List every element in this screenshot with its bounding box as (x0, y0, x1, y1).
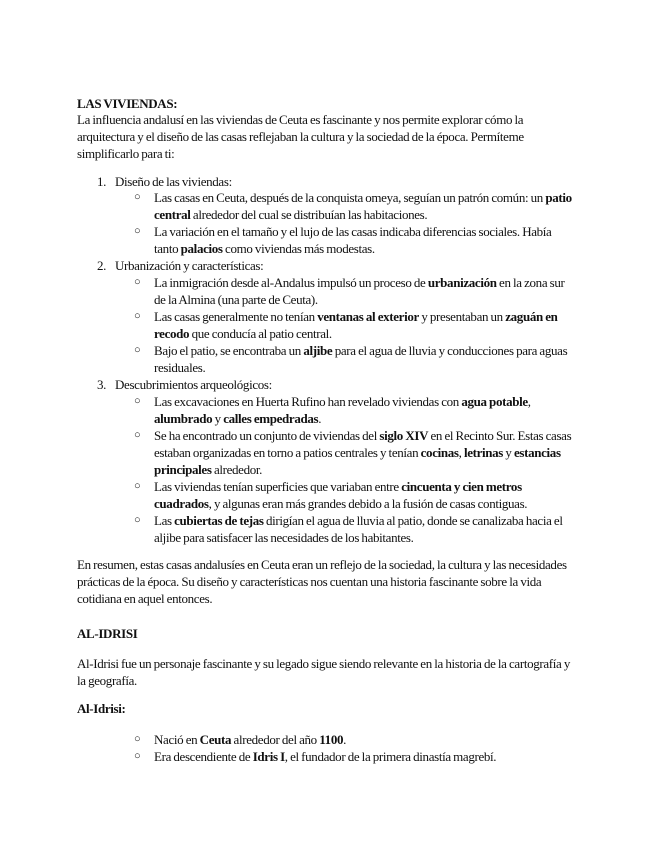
bold-text: cocinas (420, 445, 459, 460)
bold-text: alumbrado (154, 411, 213, 426)
bold-text: estancias principales (154, 445, 561, 477)
section-3-title: 3. Descubrimientos arqueológicos: (97, 377, 272, 392)
text-run: en la zona sur de la Almina (una parte de Ceuta). (154, 275, 565, 307)
section-1-title: 1. Diseño de las viviendas: (97, 174, 232, 189)
text-run: , (458, 445, 464, 460)
text-run: , el fundador de la primera dinastía magrebí. (284, 749, 497, 764)
text-run: . (318, 411, 322, 426)
bullet-icon: ○ (134, 429, 141, 441)
text-run: en el Recinto Sur. Estas casas estaban organizadas en torno a patios centrales y tenían (154, 428, 572, 460)
list-item (134, 189, 574, 223)
bold-text: ventanas al exterior (317, 309, 419, 324)
list-item (134, 748, 574, 765)
bullet-icon: ○ (134, 514, 141, 526)
text-run: Era descendiente de (154, 749, 253, 764)
section-2-title: 2. Urbanización y características: (97, 258, 264, 273)
text-run: Las casas en Ceuta, después de la conquista omeya, seguían un patrón común: un (154, 190, 546, 205)
text-run: y presentaban un (418, 309, 506, 324)
heading-al-idrisi: AL-IDRISI (77, 626, 138, 641)
list-item (134, 731, 574, 748)
text-run: dirigían el agua de lluvia al patio, donde se canalizaba hacia el aljibe para satisfacer las necesidades de los habitantes. (154, 513, 563, 545)
text-run: para el agua de lluvia y conducciones para aguas residuales. (154, 343, 568, 375)
bold-text: aljibe (303, 343, 333, 358)
text-run: La inmigración desde al-Andalus impulsó un proceso de (154, 275, 428, 290)
list-item (134, 393, 574, 427)
bullet-icon: ○ (134, 191, 141, 203)
bullet-icon: ○ (134, 750, 141, 762)
bold-text: urbanización (427, 275, 497, 290)
bold-text: zaguán en recodo (154, 309, 558, 341)
heading-viviendas: LAS VIVIENDAS: (77, 96, 178, 111)
bullet-icon: ○ (134, 276, 141, 288)
bold-text: calles empedradas (223, 411, 319, 426)
text-run: alrededor. (211, 462, 263, 477)
text-run: Nació en (154, 732, 200, 747)
text-run: , y algunas eran más grandes debido a la fusión de casas contiguas. (208, 496, 528, 511)
text-run: . (343, 732, 347, 747)
list-item (134, 274, 574, 308)
text-run: y (212, 411, 224, 426)
bold-text: Ceuta (199, 732, 232, 747)
list-item (134, 427, 574, 478)
bold-text: patio central (154, 190, 572, 222)
bold-text: 1100 (319, 732, 344, 747)
bold-text: agua potable (461, 394, 528, 409)
bullet-icon: ○ (134, 480, 141, 492)
text-run: alrededor del año (231, 732, 320, 747)
text-run: Las viviendas tenían superficies que variaban entre (154, 479, 402, 494)
list-item (134, 512, 574, 546)
bold-text: cincuenta y cien metros cuadrados (154, 479, 522, 511)
bullet-icon: ○ (134, 344, 141, 356)
list-item (134, 342, 574, 376)
text-run: Bajo el patio, se encontraba un (154, 343, 304, 358)
text-run: Se ha encontrado un conjunto de viviendas del (154, 428, 380, 443)
al-idrisi-subheading: Al-Idrisi: (77, 701, 126, 716)
bold-text: siglo XIV (379, 428, 429, 443)
text-run: La variación en el tamaño y el lujo de las casas indicaba diferencias sociales. Había tanto (154, 224, 552, 256)
list-item (134, 308, 574, 342)
text-run: , (527, 394, 531, 409)
summary-paragraph: En resumen, estas casas andalusíes en Ceuta eran un reflejo de la sociedad, la cultura y las necesidades prácticas de la época. Su diseño y características nos cuentan una historia fascinante sobre la vida cotidiana en aquel entonces. (77, 557, 567, 606)
text-run: Las casas generalmente no tenían (154, 309, 318, 324)
al-idrisi-intro: Al-Idrisi fue un personaje fascinante y su legado sigue siendo relevante en la historia de la cartografía y la geografía. (77, 656, 570, 688)
list-item (134, 478, 574, 512)
bold-text: letrinas (463, 445, 504, 460)
text-run: alrededor del cual se distribuían las habitaciones. (190, 207, 428, 222)
intro-paragraph: La influencia andalusí en las viviendas de Ceuta es fascinante y nos permite explorar cómo la arquitectura y el diseño de las casas reflejaban la cultura y la sociedad de la época. Permíteme simplificarlo para ti: (77, 112, 524, 161)
bold-text: cubiertas de tejas (174, 513, 264, 528)
bullet-icon: ○ (134, 733, 141, 745)
bold-text: palacios (180, 241, 223, 256)
text-run: Las (154, 513, 175, 528)
bullet-icon: ○ (134, 395, 141, 407)
text-run: que conducía al patio central. (189, 326, 332, 341)
text-run: como viviendas más modestas. (222, 241, 375, 256)
bullet-icon: ○ (134, 310, 141, 322)
bold-text: Idris I (252, 749, 285, 764)
text-run: y (503, 445, 514, 460)
text-run: Las excavaciones en Huerta Rufino han revelado viviendas con (154, 394, 462, 409)
bullet-icon: ○ (134, 225, 141, 237)
list-item (134, 223, 574, 257)
